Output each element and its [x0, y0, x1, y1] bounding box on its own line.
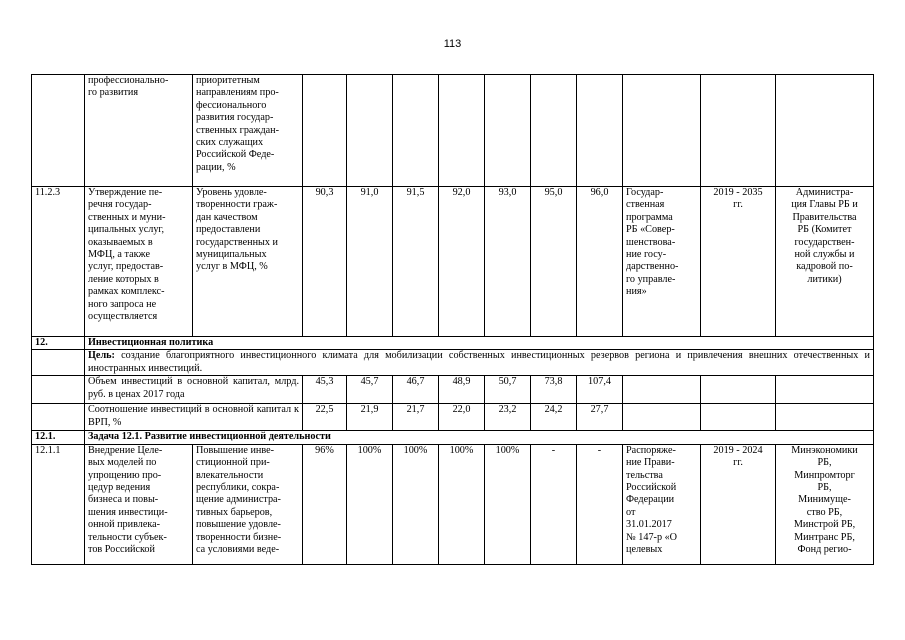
value-cell: 73,8 — [531, 376, 577, 404]
row-code: 12.1.1 — [32, 444, 85, 564]
table-row — [32, 404, 874, 431]
value-cell: 100% — [393, 444, 439, 564]
indicator-cell: Уровень удовле- творенности граж- дан качеством предоставлени государственных и муниципальных услуг в МФЦ, % — [193, 187, 303, 337]
task-code: 12.1. — [32, 431, 85, 444]
document-cell: Распоряже- ние Прави- тельства Российской Федерации от 31.01.2017 № 147-р «О целевых — [623, 444, 701, 564]
value-cell: 91,0 — [347, 187, 393, 337]
value-cell: 96,0 — [577, 187, 623, 337]
value-cell: 21,9 — [347, 404, 393, 431]
value-cell: 93,0 — [485, 187, 531, 337]
value-cell: 100% — [439, 444, 485, 564]
indicator-cell: приоритетным направлениям про- фессионального развития государ- ственных граждан- ских служащих Российской Феде- рации, % — [193, 75, 303, 187]
goal-row — [32, 350, 874, 376]
value-cell: 24,2 — [531, 404, 577, 431]
task-row — [32, 431, 874, 444]
value-cell: 22,0 — [439, 404, 485, 431]
event-cell: Утверждение пе- речня государ- ственных и муни- ципальных услуг, оказываемых в МФЦ, а также услуг, предостав- ление которых в рамках комплекс- ного запроса не осуществляется — [85, 187, 193, 337]
period-cell: 2019 - 2024 гг. — [701, 444, 776, 564]
table-row — [32, 187, 874, 337]
indicator-cell: Повышение инве- стиционной при- влекательности республики, сокра- щение администра- тивных барьеров, повышение удовле- творенности бизне- са условиями веде- — [193, 444, 303, 564]
value-cell: 100% — [485, 444, 531, 564]
value-cell: 91,5 — [393, 187, 439, 337]
section-row — [32, 337, 874, 350]
goal-label: Цель: — [88, 350, 115, 362]
value-cell: 21,7 — [393, 404, 439, 431]
executor-cell: Администра- ция Главы РБ и Правительства РБ (Комитет государствен- ной службы и кадровой по- литики) — [776, 187, 874, 337]
table-row — [32, 444, 874, 564]
value-cell: - — [531, 444, 577, 564]
section-code: 12. — [32, 337, 85, 350]
value-cell: 22,5 — [303, 404, 347, 431]
executor-cell: Минэкономики РБ, Минпромторг РБ, Минимуще- ство РБ, Минстрой РБ, Минтранс РБ, Фонд регио- — [776, 444, 874, 564]
value-cell: 96% — [303, 444, 347, 564]
value-cell: 45,7 — [347, 376, 393, 404]
event-cell: профессионально- го развития — [85, 75, 193, 187]
period-cell: 2019 - 2035 гг. — [701, 187, 776, 337]
event-cell: Внедрение Целе- вых моделей по упрощению про- цедур ведения бизнеса и повы- шения инвестици- онной привлека- тельности субъек- тов Российской — [85, 444, 193, 564]
value-cell: 23,2 — [485, 404, 531, 431]
value-cell: 100% — [347, 444, 393, 564]
table-row — [32, 75, 874, 187]
row-code: 11.2.3 — [32, 187, 85, 337]
table-row — [32, 376, 874, 404]
document-cell: Государ- ственная программа РБ «Совер- шенствова- ние госу- дарственно- го управле- ния» — [623, 187, 701, 337]
value-cell: 90,3 — [303, 187, 347, 337]
value-cell: 107,4 — [577, 376, 623, 404]
value-cell: 48,9 — [439, 376, 485, 404]
value-cell: 92,0 — [439, 187, 485, 337]
section-title: Инвестиционная политика — [85, 337, 874, 350]
goal-text: создание благоприятного инвестиционного климата для мобилизации собственных инвестиционных резервов региона и привлечения внешних отечественных и иностранных инвестиций. — [88, 350, 870, 374]
indicator-cell: Объем инвестиций в основной капитал, млрд. руб. в ценах 2017 года — [85, 376, 303, 404]
indicator-cell: Соотношение инвестиций в основной капитал к ВРП, % — [85, 404, 303, 431]
page-number: 113 — [443, 38, 462, 50]
value-cell: 50,7 — [485, 376, 531, 404]
goal-cell — [85, 350, 874, 376]
value-cell: 95,0 — [531, 187, 577, 337]
task-title: Задача 12.1. Развитие инвестиционной деятельности — [85, 431, 874, 444]
value-cell: 45,3 — [303, 376, 347, 404]
value-cell: - — [577, 444, 623, 564]
value-cell: 46,7 — [393, 376, 439, 404]
value-cell: 27,7 — [577, 404, 623, 431]
plan-table — [31, 74, 874, 565]
